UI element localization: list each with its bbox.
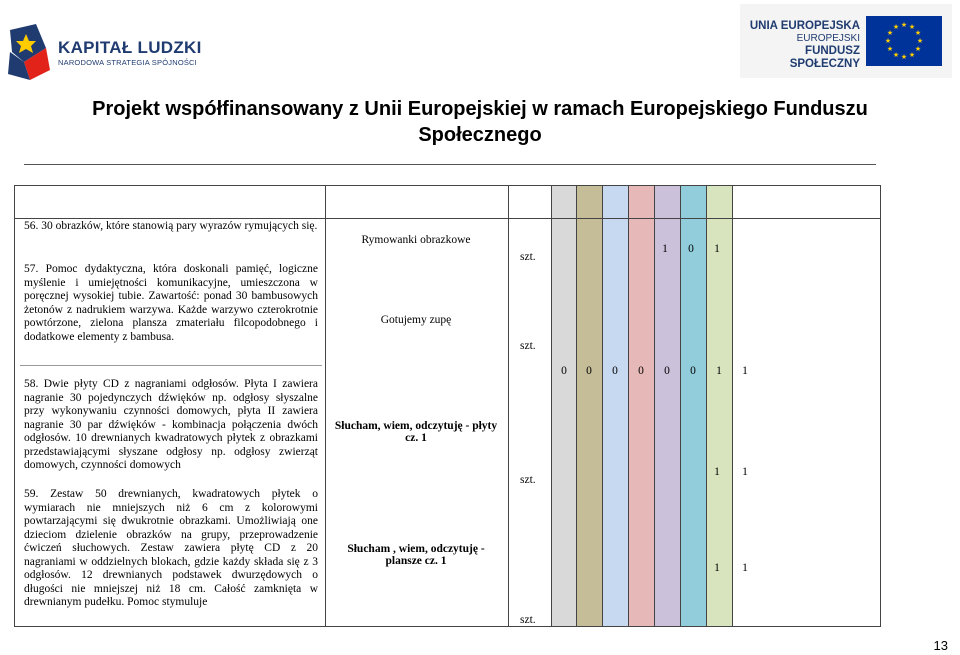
svg-text:★: ★ <box>914 45 922 53</box>
quantity-digit: 0 <box>688 243 694 255</box>
quantity-digit: 0 <box>690 365 696 377</box>
unit-label: szt. <box>520 614 536 626</box>
svg-text:★: ★ <box>908 23 916 31</box>
eu-flag-icon <box>866 16 942 66</box>
item-title-slucham-plyty: Słucham, wiem, odczytuję - płyty cz. 1 <box>334 420 498 444</box>
svg-text:★: ★ <box>892 23 900 31</box>
item-58-description: 58. Dwie płyty CD z nagraniami odgłosów. Płyta I zawiera nagranie 30 pojedynczych dźwięków np. odgłosy słyszalne przy wykonywaniu czynności domowych, płyta II zawiera nagranie 30 par dźwięków - kombinacja połączenia dwóch odgłosów. 10 drewnianych kwadratowych płytek z obrazkami przedstawiającymi słyszane odgłosy np. odgłosy zwierząt domowych, czynności domowych <box>24 378 318 471</box>
quantity-digit: 0 <box>664 365 670 377</box>
kapital-ludzki-logo-icon <box>6 22 56 84</box>
svg-text:★: ★ <box>908 51 916 59</box>
svg-text:★: ★ <box>884 37 892 45</box>
quantity-digit: 1 <box>662 243 668 255</box>
item-57-description: 57. Pomoc dydaktyczna, która doskonali pamięć, logiczne myślenie i umiejętności komunikacyjne, umieszczona w poręcznej wysokiej tubie. Zawartość: ponad 30 bambusowych żetonów z nadrukiem warzywa. Każde warzywo czterokrotnie powtórzone, zielona plansza zmateriału filcopodobnego i dodatkowe elementy z bambusa. <box>24 263 318 343</box>
heading-divider <box>24 164 876 165</box>
svg-text:★: ★ <box>900 21 908 29</box>
unit-label: szt. <box>520 474 536 486</box>
svg-text:★: ★ <box>886 45 894 53</box>
quantity-digit: 0 <box>638 365 644 377</box>
svg-text:★: ★ <box>900 53 908 61</box>
unit-label: szt. <box>520 251 536 263</box>
quantity-digit: 1 <box>714 243 720 255</box>
quantity-digit: 1 <box>742 365 748 377</box>
quantity-digit: 0 <box>561 365 567 377</box>
eu-line-1: UNIA EUROPEJSKA <box>749 20 860 32</box>
kapital-ludzki-subtitle: NARODOWA STRATEGIA SPÓJNOŚCI <box>58 58 197 67</box>
svg-text:★: ★ <box>886 29 894 37</box>
svg-text:★: ★ <box>892 51 900 59</box>
quantity-digit: 1 <box>742 466 748 478</box>
unit-label: szt. <box>520 340 536 352</box>
item-59-description: 59. Zestaw 50 drewnianych, kwadratowych płytek o wymiarach nie mniejszych niż 6 cm z kolorowymi powtarzającymi się dwukrotnie obrazkami. Umożliwiają one dzieciom dzielenie obrazków na grupy, przeprowadzenie ćwiczeń słuchowych. Zestaw zawiera płytę CD z 20 nagraniami w oddzielnych blokach, gdzie każdy składa się z 3 odgłosów. 12 drewnianych podstawek dwurzędowych o długości nie mniejszej niż 18 cm. Całość zamknięta w drewnianym pudełku. Pomoc stymuluje <box>24 488 318 608</box>
quantity-digit: 1 <box>714 466 720 478</box>
quantity-digit: 1 <box>742 562 748 574</box>
item-56-description: 56. 30 obrazków, które stanowią pary wyrazów rymujących się. <box>24 220 318 232</box>
svg-text:★: ★ <box>916 37 924 45</box>
item-title-gotujemy-zupe: Gotujemy zupę <box>380 314 452 326</box>
item-title-rymowanki: Rymowanki obrazkowe <box>361 234 471 246</box>
eu-logo-text <box>748 20 860 71</box>
eu-line-3: FUNDUSZ SPOŁECZNY <box>789 45 860 70</box>
quantity-digit: 1 <box>716 365 722 377</box>
page-number: 13 <box>933 638 948 653</box>
quantity-digit: 0 <box>586 365 592 377</box>
page-heading: Projekt współfinansowany z Unii Europejskiej w ramach Europejskiego Funduszu Społecznego <box>92 98 868 146</box>
kapital-ludzki-title: KAPITAŁ LUDZKI <box>58 38 202 57</box>
quantity-digit: 1 <box>714 562 720 574</box>
quantity-digit: 0 <box>612 365 618 377</box>
item-title-slucham-plansze: Słucham , wiem, odczytuję - plansze cz. 1 <box>347 543 485 567</box>
eu-line-2: EUROPEJSKI <box>796 33 860 44</box>
svg-text:★: ★ <box>914 29 922 37</box>
